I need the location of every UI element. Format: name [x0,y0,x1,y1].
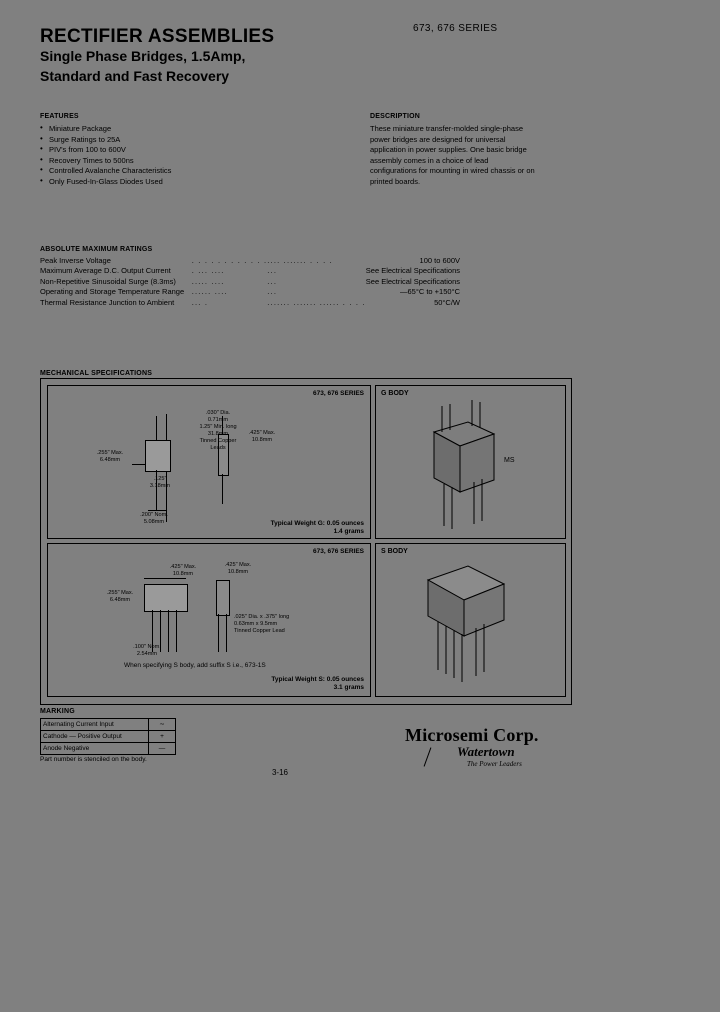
s-panel-series-tag: 673, 676 SERIES [313,548,364,555]
table-row [40,298,460,308]
marking-note: Part number is stenciled on the body. [40,756,147,763]
svg-text:MS: MS [504,457,515,464]
logo-company-name: Microsemi Corp. [405,725,539,745]
rating-value: —65°C to +150°C [400,287,460,297]
rating-leader: . . . . . . . . . . . . [191,256,268,265]
table-row [40,277,460,287]
rating-leader: ... . [191,297,209,307]
table-row [40,287,460,297]
page-number: 3-16 [271,768,288,777]
lead-line [226,614,227,652]
dim-width: .425" Max. 10.8mm [248,430,276,443]
lead-line [222,474,223,504]
absolute-max-ratings-section [40,246,460,308]
lead-line [176,610,177,652]
g-body-illustration-panel [375,385,566,539]
features-list [40,124,250,187]
marking-symbol: ∼ [149,719,176,731]
ratings-heading: ABSOLUTE MAXIMUM RATINGS [40,246,153,253]
table-row [41,731,176,743]
features-heading: FEATURES [40,113,79,120]
rating-leader2: ... [267,266,278,276]
description-text: These miniature transfer-molded single-phase power bridges are designed for universal application in power supplies. One basic bridge assembly comes in a choice of lead configurations for mounting in wired chassis or on printed boards. [370,124,535,186]
dim-pitch: .200" Nom. 5.08mm [140,512,168,525]
list-item: • Controlled Avalanche Characteristics [40,166,250,177]
series-label: 673, 676 SERIES [413,23,498,34]
page-subtitle-line2: Standard and Fast Recovery [40,68,230,84]
list-item: • Only Fused-In-Glass Diodes Used [40,177,250,188]
rating-label: Non-Repetitive Sinusoidal Surge (8.3ms) [40,276,176,286]
s-body-tag: S BODY [381,548,408,555]
rating-value: 50°C/W [434,297,460,307]
marking-table [40,718,176,755]
g-typical-weight: Typical Weight G: 0.05 ounces 1.4 grams [270,520,364,535]
dim-s-pitch: .100" Nom. 2.54mm [133,644,161,657]
rating-label: Thermal Resistance Junction to Ambient [40,297,175,307]
page-subtitle-line1: Single Phase Bridges, 1.5Amp, [40,48,246,64]
table-row [41,743,176,755]
dim-arrow [132,464,146,465]
rating-label: Peak Inverse Voltage [40,256,111,265]
s-typical-weight: Typical Weight S: 0.05 ounces 3.1 grams [271,676,364,691]
dim-arrow [148,510,166,511]
marking-label: Cathode — Positive Output [41,731,149,743]
g-body-outline [145,440,171,472]
g-panel-series-tag: 673, 676 SERIES [313,390,364,397]
g-body-drawing [376,386,565,538]
rating-label: Operating and Storage Temperature Range [40,287,185,297]
logo-division: Watertown [457,744,515,759]
marking-heading: MARKING [40,708,75,715]
g-body-dimension-panel [47,385,371,539]
marking-label: Alternating Current Input [41,719,149,731]
page-title: RECTIFIER ASSEMBLIES [40,26,275,47]
marking-section [40,708,180,763]
lead-line [156,416,157,440]
rating-leader: . ... .... [191,266,225,276]
rating-label: Maximum Average D.C. Output Current [40,266,171,276]
logo-tagline: The Power Leaders [467,760,522,768]
rating-leader2: ... [267,276,278,286]
s-side-view [216,580,230,616]
rating-leader2: ... [267,287,278,297]
rating-value: 100 to 600V [419,256,460,265]
s-suffix-note: When specifying S body, add suffix S i.e., 673-1S [124,662,266,669]
table-row [41,719,176,731]
dim-lead-dia: .030" Dia. 0.71mm 1.25" Min. long 31.8mm Tinned Copper Leads [199,410,237,451]
rating-leader: ..... .... [191,276,225,286]
rating-leader2: ....... ....... ...... . . . . [267,297,366,307]
features-section [40,113,250,187]
logo-slash-mark [424,747,432,766]
g-body-tag: G BODY [381,390,409,397]
list-item: • Surge Ratings to 25A [40,135,250,146]
dim-s-height: .255" Max. 6.48mm [106,590,134,603]
rating-leader: ...... .... [191,287,228,297]
marking-symbol: + [149,731,176,743]
list-item: • PIV's from 100 to 600V [40,145,250,156]
ratings-table [40,256,460,308]
s-body-drawing [376,544,565,696]
description-section [370,113,535,187]
rating-value: See Electrical Specifications [365,266,460,276]
s-body-dimension-panel [47,543,371,697]
company-logo [405,725,595,768]
table-row [40,266,460,276]
dim-height: .255" Max. 6.48mm [96,450,124,463]
marking-label: Anode Negative [41,743,149,755]
table-row [40,256,460,266]
dim-s-lead: .025" Dia. x .375" long 0.63mm x 9.5mm Tinned Copper Lead [234,614,290,634]
dim-s-width: .425" Max. 10.8mm [169,564,197,577]
rating-value: See Electrical Specifications [365,276,460,286]
dim-arrow [144,578,186,579]
marking-symbol: — [149,743,176,755]
mechanical-specs-container [40,378,572,705]
rating-leader2: .... ....... . . . . [267,256,333,265]
list-item: • Recovery Times to 500ns [40,156,250,167]
lead-line [218,614,219,652]
mechanical-heading: MECHANICAL SPECIFICATIONS [40,370,153,377]
s-body-illustration-panel [375,543,566,697]
dim-thickness: .125" 3.18mm [149,476,171,489]
list-item: • Miniature Package [40,124,250,135]
description-heading: DESCRIPTION [370,113,421,120]
dim-s-side: .425" Max. 10.8mm [224,562,252,575]
s-body-outline [144,584,188,612]
